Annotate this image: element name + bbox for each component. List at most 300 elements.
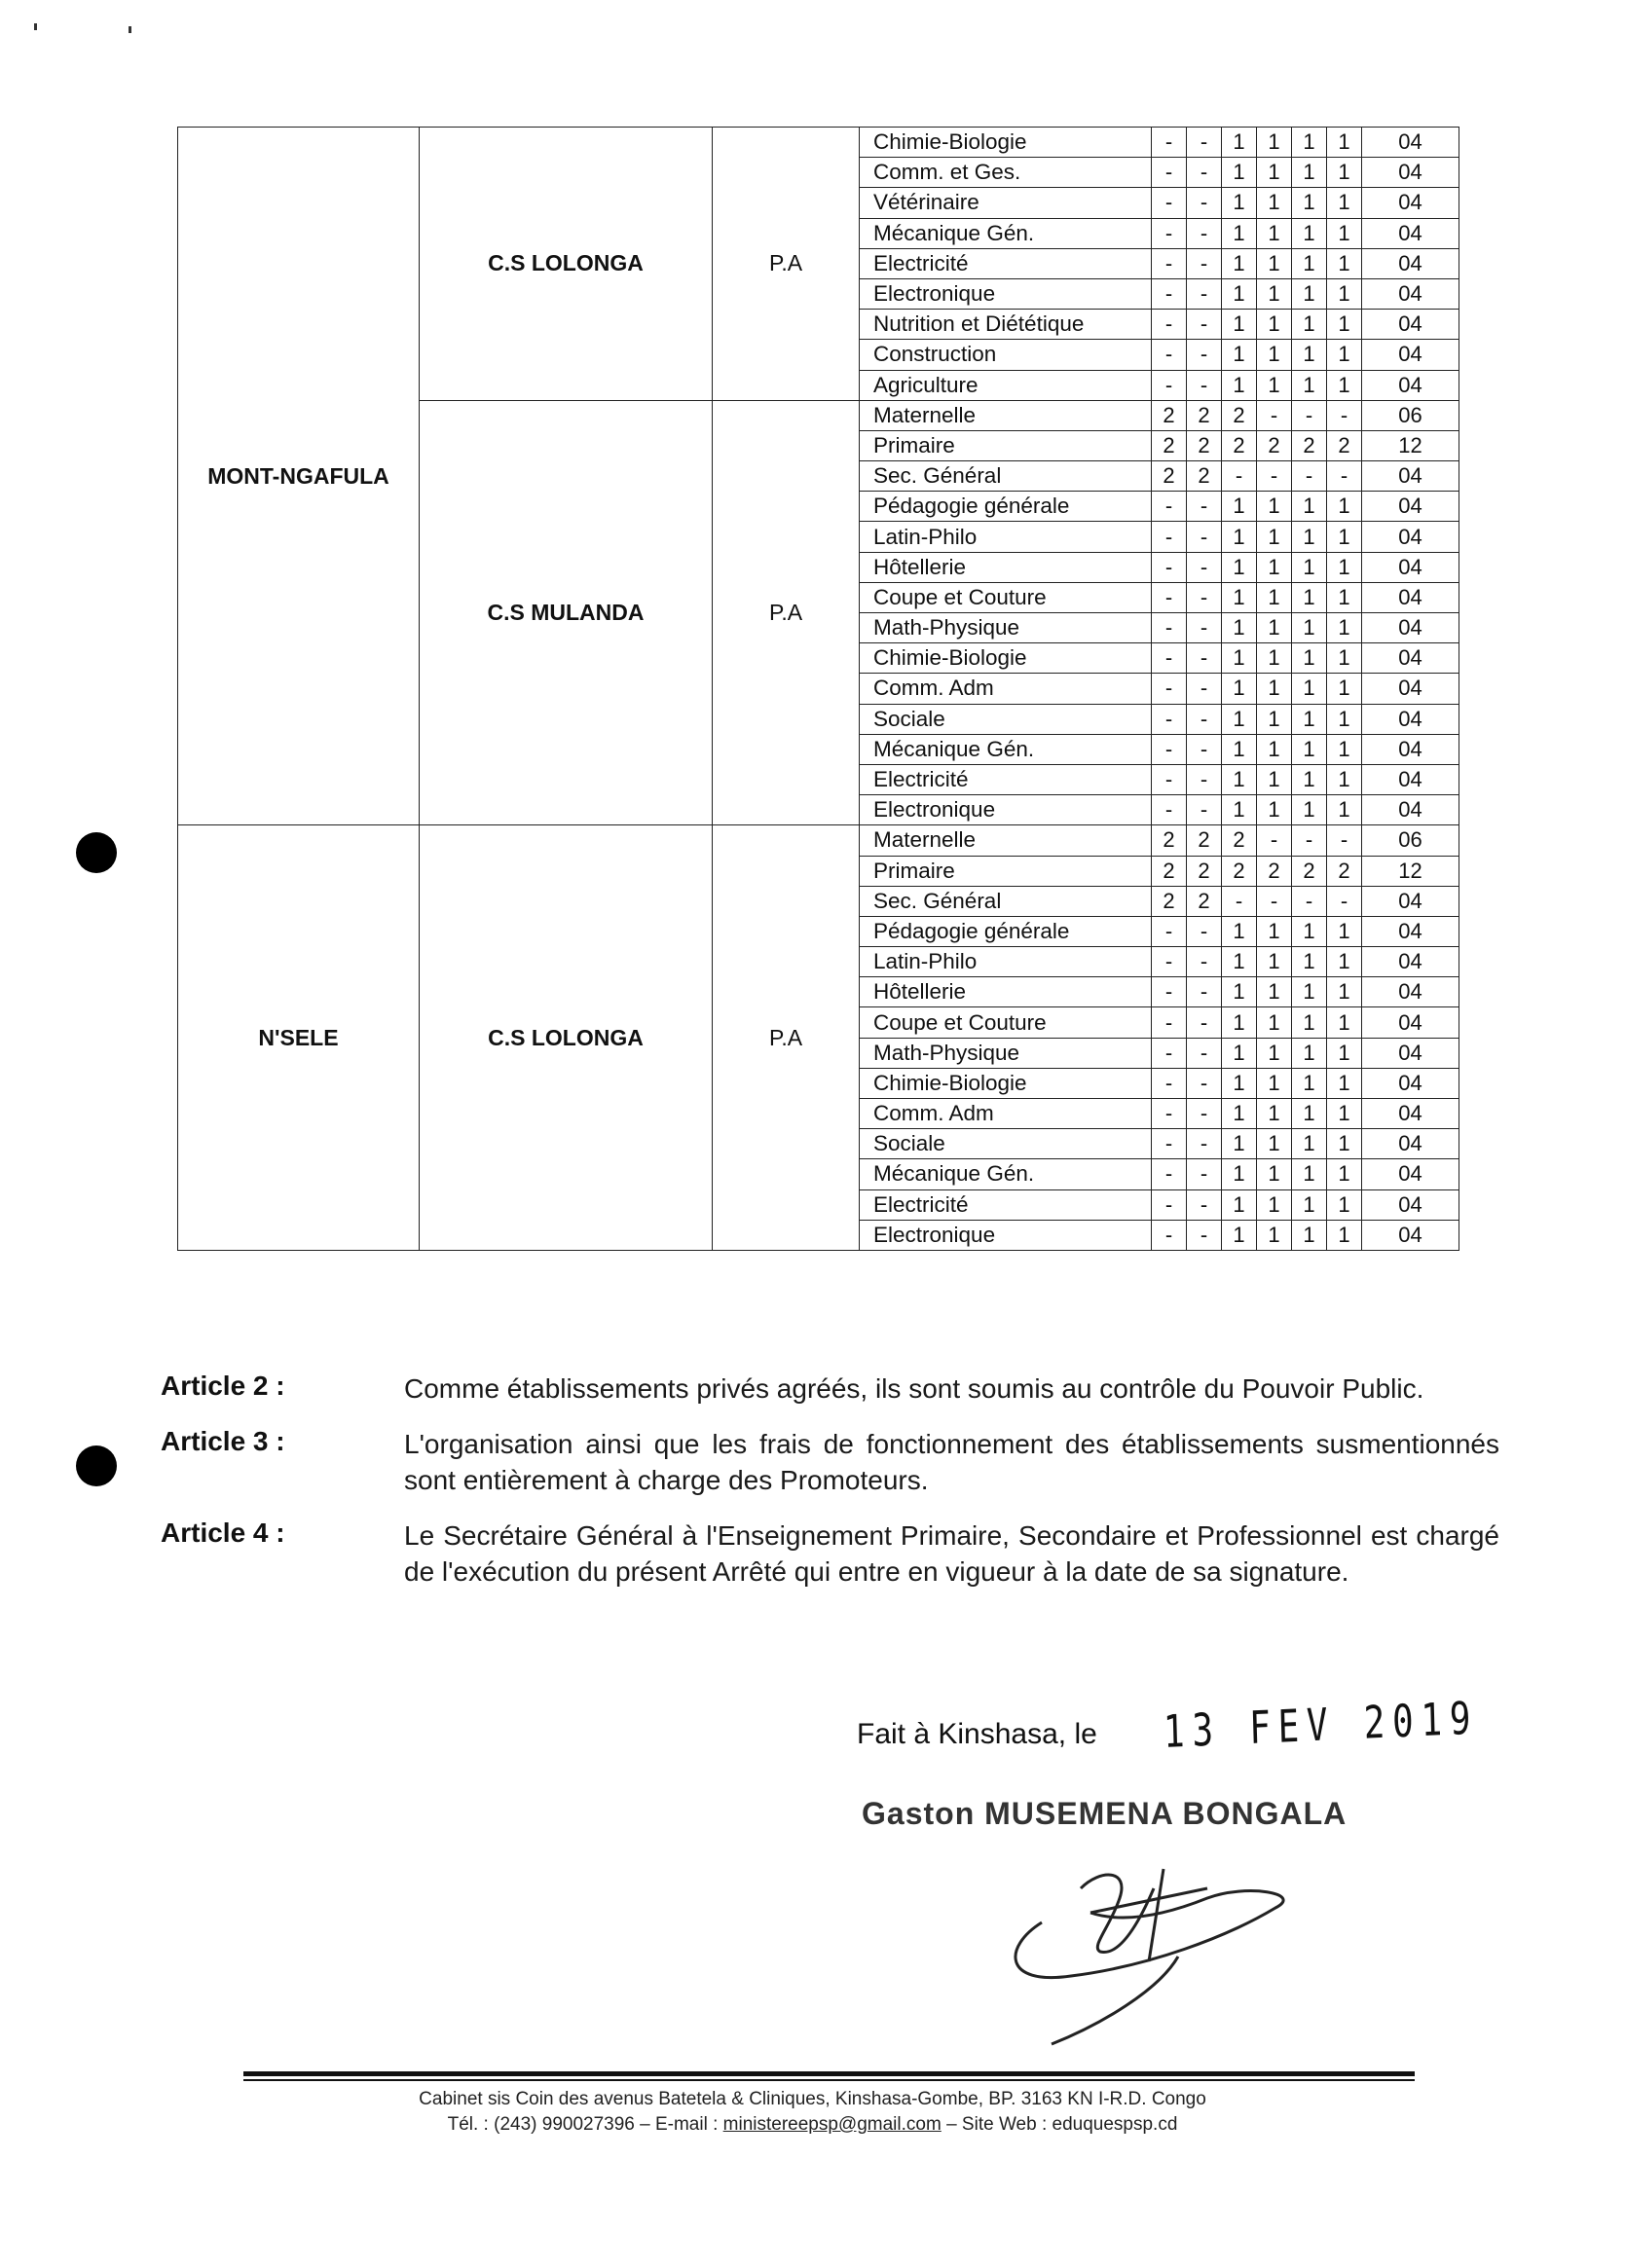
punch-hole xyxy=(76,832,117,873)
class-count-cell: - xyxy=(1187,643,1222,674)
class-count-cell: - xyxy=(1187,613,1222,643)
class-count-cell: 1 xyxy=(1327,248,1362,278)
class-count-cell: 1 xyxy=(1257,1007,1292,1038)
option-cell: Comm. Adm xyxy=(860,1099,1152,1129)
class-count-cell: 1 xyxy=(1327,704,1362,734)
option-cell: Primaire xyxy=(860,856,1152,886)
class-count-cell: 1 xyxy=(1327,278,1362,309)
option-cell: Chimie-Biologie xyxy=(860,128,1152,158)
option-cell: Comm. et Ges. xyxy=(860,158,1152,188)
class-count-cell: - xyxy=(1257,825,1292,856)
class-count-cell: 2 xyxy=(1327,430,1362,460)
total-cell: 04 xyxy=(1362,522,1459,552)
class-count-cell: 2 xyxy=(1292,856,1327,886)
class-count-cell: - xyxy=(1187,674,1222,704)
class-count-cell: 1 xyxy=(1327,947,1362,977)
class-count-cell: - xyxy=(1187,492,1222,522)
schools-options-table xyxy=(177,127,1459,1251)
class-count-cell: - xyxy=(1187,1220,1222,1250)
total-cell: 04 xyxy=(1362,916,1459,946)
total-cell: 04 xyxy=(1362,218,1459,248)
class-count-cell: 1 xyxy=(1327,158,1362,188)
total-cell: 06 xyxy=(1362,825,1459,856)
total-cell: 04 xyxy=(1362,1159,1459,1189)
class-count-cell: 1 xyxy=(1257,582,1292,612)
class-count-cell: 1 xyxy=(1292,158,1327,188)
class-count-cell: 1 xyxy=(1292,522,1327,552)
option-cell: Hôtellerie xyxy=(860,552,1152,582)
total-cell: 04 xyxy=(1362,704,1459,734)
total-cell: 04 xyxy=(1362,764,1459,794)
option-cell: Mécanique Gén. xyxy=(860,218,1152,248)
class-count-cell: 1 xyxy=(1292,764,1327,794)
class-count-cell: - xyxy=(1292,825,1327,856)
option-cell: Sociale xyxy=(860,704,1152,734)
class-count-cell: 1 xyxy=(1327,370,1362,400)
total-cell: 04 xyxy=(1362,613,1459,643)
regime-cell: P.A xyxy=(713,128,860,401)
class-count-cell: - xyxy=(1152,1220,1187,1250)
class-count-cell: 1 xyxy=(1257,522,1292,552)
article-label: Article 2 : xyxy=(161,1371,285,1401)
class-count-cell: 2 xyxy=(1152,886,1187,916)
class-count-cell: 1 xyxy=(1292,1068,1327,1098)
class-count-cell: 1 xyxy=(1257,1038,1292,1068)
class-count-cell: 1 xyxy=(1292,613,1327,643)
option-cell: Mécanique Gén. xyxy=(860,1159,1152,1189)
class-count-cell: 1 xyxy=(1292,218,1327,248)
option-cell: Electricité xyxy=(860,764,1152,794)
class-count-cell: 2 xyxy=(1187,825,1222,856)
class-count-cell: 1 xyxy=(1222,764,1257,794)
class-count-cell: 1 xyxy=(1222,916,1257,946)
class-count-cell: - xyxy=(1152,278,1187,309)
class-count-cell: 1 xyxy=(1292,552,1327,582)
class-count-cell: 1 xyxy=(1257,704,1292,734)
class-count-cell: - xyxy=(1327,461,1362,492)
class-count-cell: - xyxy=(1187,310,1222,340)
class-count-cell: 1 xyxy=(1292,977,1327,1007)
class-count-cell: - xyxy=(1152,158,1187,188)
class-count-cell: 1 xyxy=(1257,128,1292,158)
class-count-cell: 1 xyxy=(1292,1129,1327,1159)
total-cell: 12 xyxy=(1362,430,1459,460)
class-count-cell: - xyxy=(1257,461,1292,492)
class-count-cell: - xyxy=(1152,1038,1187,1068)
class-count-cell: 1 xyxy=(1292,248,1327,278)
class-count-cell: 1 xyxy=(1292,188,1327,218)
class-count-cell: 1 xyxy=(1327,1068,1362,1098)
option-cell: Pédagogie générale xyxy=(860,492,1152,522)
class-count-cell: 2 xyxy=(1187,856,1222,886)
option-cell: Maternelle xyxy=(860,825,1152,856)
class-count-cell: 1 xyxy=(1292,1189,1327,1220)
article-label: Article 3 : xyxy=(161,1426,285,1456)
class-count-cell: - xyxy=(1152,1007,1187,1038)
class-count-cell: - xyxy=(1152,340,1187,370)
class-count-cell: 2 xyxy=(1152,400,1187,430)
regime-cell: P.A xyxy=(713,400,860,825)
class-count-cell: 1 xyxy=(1292,734,1327,764)
class-count-cell: - xyxy=(1187,1007,1222,1038)
class-count-cell: 1 xyxy=(1222,582,1257,612)
article-4 xyxy=(161,1518,1499,1590)
footer-rule xyxy=(243,2071,1415,2076)
class-count-cell: - xyxy=(1152,643,1187,674)
footer-tel: Tél. : (243) 990027396 – E-mail : xyxy=(447,2114,723,2135)
class-count-cell: 1 xyxy=(1222,1159,1257,1189)
total-cell: 04 xyxy=(1362,461,1459,492)
class-count-cell: - xyxy=(1152,522,1187,552)
class-count-cell: 1 xyxy=(1257,947,1292,977)
total-cell: 04 xyxy=(1362,310,1459,340)
total-cell: 04 xyxy=(1362,370,1459,400)
class-count-cell: 1 xyxy=(1222,158,1257,188)
class-count-cell: 1 xyxy=(1257,1220,1292,1250)
class-count-cell: - xyxy=(1152,734,1187,764)
class-count-cell: - xyxy=(1187,582,1222,612)
class-count-cell: 1 xyxy=(1327,674,1362,704)
class-count-cell: - xyxy=(1257,886,1292,916)
class-count-cell: - xyxy=(1152,1189,1187,1220)
option-cell: Math-Physique xyxy=(860,1038,1152,1068)
class-count-cell: - xyxy=(1187,218,1222,248)
total-cell: 04 xyxy=(1362,128,1459,158)
class-count-cell: 1 xyxy=(1292,310,1327,340)
class-count-cell: 1 xyxy=(1222,795,1257,825)
class-count-cell: - xyxy=(1152,310,1187,340)
class-count-cell: 1 xyxy=(1292,1007,1327,1038)
class-count-cell: 2 xyxy=(1187,430,1222,460)
punch-hole xyxy=(76,1445,117,1486)
option-cell: Construction xyxy=(860,340,1152,370)
total-cell: 04 xyxy=(1362,492,1459,522)
class-count-cell: - xyxy=(1152,370,1187,400)
class-count-cell: 2 xyxy=(1187,461,1222,492)
class-count-cell: 1 xyxy=(1257,492,1292,522)
class-count-cell: 1 xyxy=(1327,1189,1362,1220)
class-count-cell: 1 xyxy=(1327,795,1362,825)
class-count-cell: 1 xyxy=(1292,582,1327,612)
class-count-cell: 1 xyxy=(1222,188,1257,218)
option-cell: Nutrition et Diététique xyxy=(860,310,1152,340)
total-cell: 04 xyxy=(1362,1189,1459,1220)
option-cell: Chimie-Biologie xyxy=(860,1068,1152,1098)
class-count-cell: - xyxy=(1257,400,1292,430)
class-count-cell: - xyxy=(1187,340,1222,370)
class-count-cell: 1 xyxy=(1292,795,1327,825)
class-count-cell: - xyxy=(1152,1159,1187,1189)
class-count-cell: 1 xyxy=(1222,522,1257,552)
total-cell: 04 xyxy=(1362,582,1459,612)
class-count-cell: 1 xyxy=(1257,1159,1292,1189)
class-count-cell: - xyxy=(1152,977,1187,1007)
class-count-cell: 1 xyxy=(1292,1099,1327,1129)
article-label: Article 4 : xyxy=(161,1518,285,1548)
class-count-cell: 1 xyxy=(1257,674,1292,704)
article-3 xyxy=(161,1426,1499,1498)
class-count-cell: 1 xyxy=(1292,492,1327,522)
option-cell: Electronique xyxy=(860,1220,1152,1250)
class-count-cell: 1 xyxy=(1327,218,1362,248)
class-count-cell: - xyxy=(1152,1099,1187,1129)
class-count-cell: 1 xyxy=(1327,734,1362,764)
class-count-cell: 1 xyxy=(1222,278,1257,309)
class-count-cell: 1 xyxy=(1222,1038,1257,1068)
total-cell: 04 xyxy=(1362,1220,1459,1250)
class-count-cell: 1 xyxy=(1292,128,1327,158)
class-count-cell: 2 xyxy=(1222,825,1257,856)
class-count-cell: 1 xyxy=(1222,1099,1257,1129)
class-count-cell: 1 xyxy=(1257,613,1292,643)
class-count-cell: 1 xyxy=(1257,764,1292,794)
class-count-cell: 1 xyxy=(1292,1159,1327,1189)
option-cell: Coupe et Couture xyxy=(860,1007,1152,1038)
total-cell: 04 xyxy=(1362,340,1459,370)
class-count-cell: - xyxy=(1152,613,1187,643)
class-count-cell: 1 xyxy=(1222,1189,1257,1220)
total-cell: 04 xyxy=(1362,886,1459,916)
school-cell: C.S LOLONGA xyxy=(420,128,713,401)
class-count-cell: 1 xyxy=(1257,1189,1292,1220)
class-count-cell: 1 xyxy=(1257,795,1292,825)
footer-contact xyxy=(0,2112,1625,2138)
total-cell: 04 xyxy=(1362,674,1459,704)
class-count-cell: 1 xyxy=(1222,370,1257,400)
class-count-cell: 1 xyxy=(1257,916,1292,946)
option-cell: Primaire xyxy=(860,430,1152,460)
commune-cell: N'SELE xyxy=(178,825,420,1251)
class-count-cell: 2 xyxy=(1222,430,1257,460)
class-count-cell: - xyxy=(1152,582,1187,612)
article-text: L'organisation ainsi que les frais de fonctionnement des établissements susmentionnés sont entièrement à charge des Promoteurs. xyxy=(404,1429,1499,1495)
class-count-cell: - xyxy=(1292,400,1327,430)
class-count-cell: 1 xyxy=(1222,492,1257,522)
class-count-cell: - xyxy=(1187,977,1222,1007)
option-cell: Math-Physique xyxy=(860,613,1152,643)
option-cell: Electronique xyxy=(860,795,1152,825)
option-cell: Maternelle xyxy=(860,400,1152,430)
class-count-cell: 1 xyxy=(1327,1007,1362,1038)
class-count-cell: - xyxy=(1327,400,1362,430)
footer xyxy=(0,2087,1625,2138)
school-cell: C.S LOLONGA xyxy=(420,825,713,1251)
class-count-cell: 2 xyxy=(1257,856,1292,886)
total-cell: 12 xyxy=(1362,856,1459,886)
option-cell: Chimie-Biologie xyxy=(860,643,1152,674)
option-cell: Pédagogie générale xyxy=(860,916,1152,946)
class-count-cell: 1 xyxy=(1257,1068,1292,1098)
class-count-cell: - xyxy=(1152,916,1187,946)
total-cell: 06 xyxy=(1362,400,1459,430)
class-count-cell: 1 xyxy=(1257,1129,1292,1159)
class-count-cell: 1 xyxy=(1257,643,1292,674)
class-count-cell: - xyxy=(1187,248,1222,278)
class-count-cell: 2 xyxy=(1152,825,1187,856)
class-count-cell: - xyxy=(1152,704,1187,734)
option-cell: Electricité xyxy=(860,248,1152,278)
class-count-cell: - xyxy=(1152,1129,1187,1159)
class-count-cell: 1 xyxy=(1327,977,1362,1007)
class-count-cell: 1 xyxy=(1327,1099,1362,1129)
class-count-cell: 1 xyxy=(1222,674,1257,704)
class-count-cell: 1 xyxy=(1327,522,1362,552)
table-row xyxy=(178,128,1459,158)
class-count-cell: - xyxy=(1187,1038,1222,1068)
class-count-cell: 1 xyxy=(1222,340,1257,370)
class-count-cell: 1 xyxy=(1327,1220,1362,1250)
class-count-cell: 1 xyxy=(1257,977,1292,1007)
class-count-cell: 1 xyxy=(1222,310,1257,340)
class-count-cell: 1 xyxy=(1292,704,1327,734)
option-cell: Sec. Général xyxy=(860,461,1152,492)
class-count-cell: 1 xyxy=(1327,582,1362,612)
total-cell: 04 xyxy=(1362,248,1459,278)
total-cell: 04 xyxy=(1362,734,1459,764)
class-count-cell: - xyxy=(1327,825,1362,856)
class-count-cell: - xyxy=(1152,552,1187,582)
class-count-cell: 1 xyxy=(1257,310,1292,340)
class-count-cell: 1 xyxy=(1327,340,1362,370)
option-cell: Hôtellerie xyxy=(860,977,1152,1007)
class-count-cell: 1 xyxy=(1257,158,1292,188)
total-cell: 04 xyxy=(1362,552,1459,582)
total-cell: 04 xyxy=(1362,188,1459,218)
class-count-cell: - xyxy=(1152,188,1187,218)
class-count-cell: - xyxy=(1187,764,1222,794)
signatory-name: Gaston MUSEMENA BONGALA xyxy=(862,1796,1348,1831)
option-cell: Latin-Philo xyxy=(860,522,1152,552)
class-count-cell: - xyxy=(1292,461,1327,492)
articles xyxy=(161,1371,1499,1609)
option-cell: Coupe et Couture xyxy=(860,582,1152,612)
class-count-cell: 1 xyxy=(1222,977,1257,1007)
place-line: Fait à Kinshasa, le xyxy=(857,1718,1097,1750)
class-count-cell: - xyxy=(1222,886,1257,916)
class-count-cell: 1 xyxy=(1292,370,1327,400)
class-count-cell: - xyxy=(1152,795,1187,825)
table-row xyxy=(178,825,1459,856)
class-count-cell: - xyxy=(1187,1099,1222,1129)
total-cell: 04 xyxy=(1362,1068,1459,1098)
total-cell: 04 xyxy=(1362,1129,1459,1159)
class-count-cell: 2 xyxy=(1152,856,1187,886)
footer-email[interactable]: ministereepsp@gmail.com xyxy=(722,2114,942,2135)
class-count-cell: 1 xyxy=(1222,552,1257,582)
class-count-cell: - xyxy=(1152,218,1187,248)
class-count-cell: - xyxy=(1187,370,1222,400)
class-count-cell: 1 xyxy=(1257,188,1292,218)
class-count-cell: 1 xyxy=(1292,916,1327,946)
class-count-cell: 1 xyxy=(1327,128,1362,158)
class-count-cell: 1 xyxy=(1327,310,1362,340)
class-count-cell: - xyxy=(1152,128,1187,158)
class-count-cell: 1 xyxy=(1292,643,1327,674)
scan-mark xyxy=(129,26,131,33)
class-count-cell: 1 xyxy=(1257,218,1292,248)
class-count-cell: - xyxy=(1152,947,1187,977)
class-count-cell: 1 xyxy=(1222,704,1257,734)
class-count-cell: 1 xyxy=(1257,552,1292,582)
class-count-cell: 1 xyxy=(1257,370,1292,400)
class-count-cell: 2 xyxy=(1187,886,1222,916)
class-count-cell: 2 xyxy=(1257,430,1292,460)
class-count-cell: 1 xyxy=(1292,947,1327,977)
total-cell: 04 xyxy=(1362,1099,1459,1129)
class-count-cell: - xyxy=(1152,248,1187,278)
total-cell: 04 xyxy=(1362,643,1459,674)
class-count-cell: - xyxy=(1187,1159,1222,1189)
class-count-cell: 1 xyxy=(1327,188,1362,218)
class-count-cell: 1 xyxy=(1292,1220,1327,1250)
total-cell: 04 xyxy=(1362,795,1459,825)
class-count-cell: 1 xyxy=(1222,1068,1257,1098)
option-cell: Electricité xyxy=(860,1189,1152,1220)
option-cell: Mécanique Gén. xyxy=(860,734,1152,764)
class-count-cell: 1 xyxy=(1327,492,1362,522)
class-count-cell: 2 xyxy=(1292,430,1327,460)
class-count-cell: - xyxy=(1187,916,1222,946)
class-count-cell: 1 xyxy=(1222,643,1257,674)
class-count-cell: 1 xyxy=(1292,278,1327,309)
class-count-cell: 2 xyxy=(1222,400,1257,430)
class-count-cell: 1 xyxy=(1327,764,1362,794)
option-cell: Sec. Général xyxy=(860,886,1152,916)
class-count-cell: 1 xyxy=(1327,916,1362,946)
class-count-cell: 2 xyxy=(1152,430,1187,460)
class-count-cell: - xyxy=(1187,188,1222,218)
class-count-cell: 2 xyxy=(1152,461,1187,492)
class-count-cell: - xyxy=(1222,461,1257,492)
total-cell: 04 xyxy=(1362,278,1459,309)
total-cell: 04 xyxy=(1362,947,1459,977)
class-count-cell: 1 xyxy=(1327,1159,1362,1189)
class-count-cell: 1 xyxy=(1292,340,1327,370)
class-count-cell: - xyxy=(1327,886,1362,916)
commune-cell: MONT-NGAFULA xyxy=(178,128,420,825)
class-count-cell: 1 xyxy=(1327,613,1362,643)
school-cell: C.S MULANDA xyxy=(420,400,713,825)
option-cell: Vétérinaire xyxy=(860,188,1152,218)
total-cell: 04 xyxy=(1362,977,1459,1007)
class-count-cell: - xyxy=(1187,158,1222,188)
class-count-cell: 1 xyxy=(1222,1007,1257,1038)
class-count-cell: 1 xyxy=(1222,947,1257,977)
total-cell: 04 xyxy=(1362,1038,1459,1068)
class-count-cell: - xyxy=(1152,492,1187,522)
option-cell: Agriculture xyxy=(860,370,1152,400)
option-cell: Sociale xyxy=(860,1129,1152,1159)
class-count-cell: 2 xyxy=(1222,856,1257,886)
class-count-cell: - xyxy=(1152,1068,1187,1098)
option-cell: Electronique xyxy=(860,278,1152,309)
class-count-cell: 1 xyxy=(1222,613,1257,643)
class-count-cell: - xyxy=(1187,734,1222,764)
class-count-cell: 1 xyxy=(1327,1129,1362,1159)
article-2 xyxy=(161,1371,1499,1407)
class-count-cell: 1 xyxy=(1257,734,1292,764)
class-count-cell: 1 xyxy=(1222,218,1257,248)
class-count-cell: - xyxy=(1187,1189,1222,1220)
class-count-cell: 1 xyxy=(1257,1099,1292,1129)
article-text: Comme établissements privés agréés, ils sont soumis au contrôle du Pouvoir Public. xyxy=(404,1373,1424,1404)
class-count-cell: - xyxy=(1187,947,1222,977)
class-count-cell: - xyxy=(1187,1068,1222,1098)
class-count-cell: 1 xyxy=(1222,248,1257,278)
option-cell: Latin-Philo xyxy=(860,947,1152,977)
date-stamp: 13 FEV 2019 xyxy=(1163,1691,1479,1758)
class-count-cell: - xyxy=(1187,278,1222,309)
